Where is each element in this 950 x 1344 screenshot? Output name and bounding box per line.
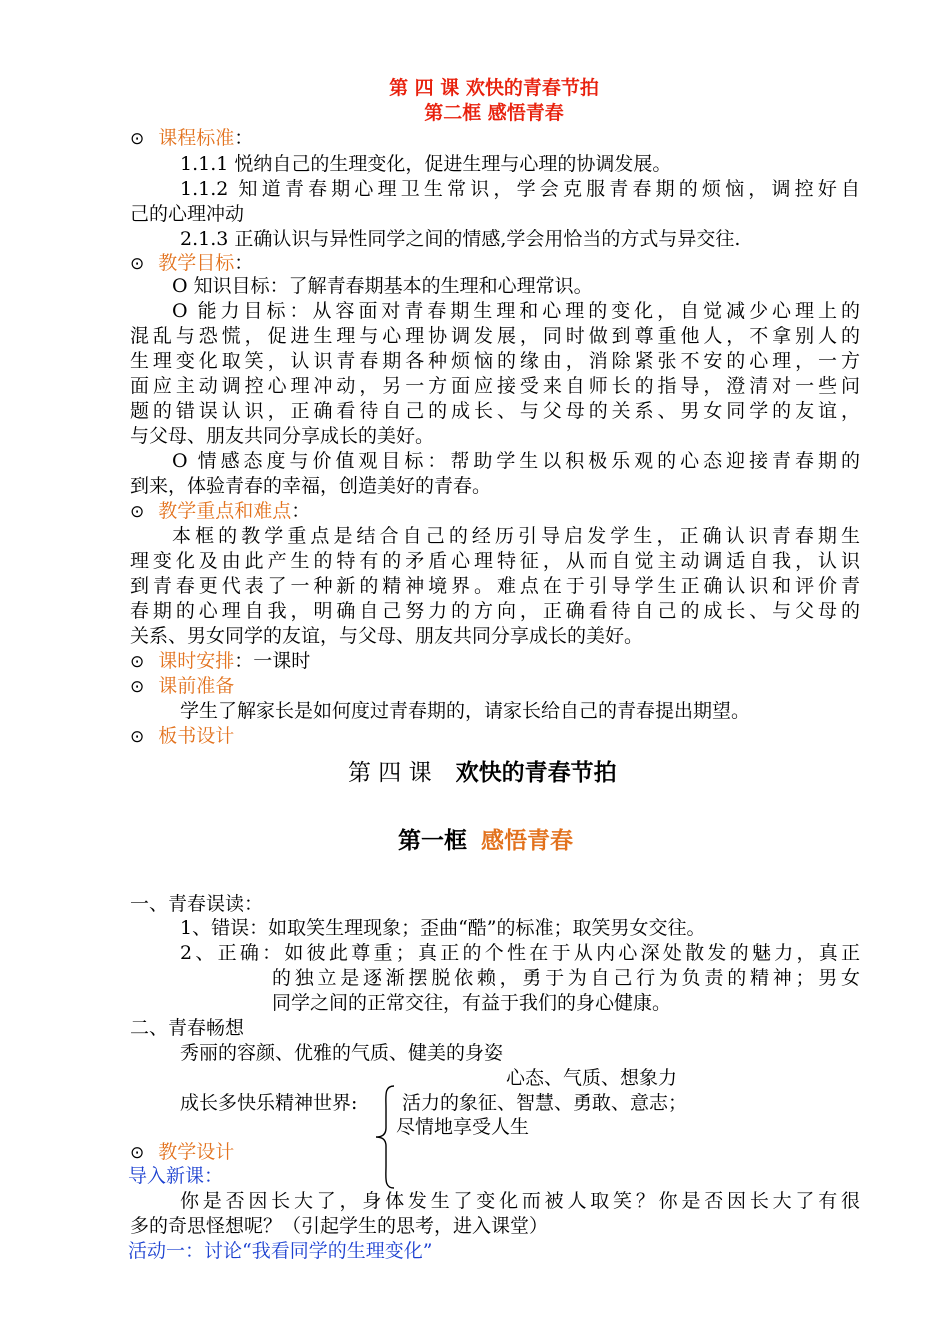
design-heading: ⊙ 教学设计 [130,1141,235,1163]
ability-objective-cont: 生理变化取笑，认识青春期各种烦恼的缘由，消除紧张不安的心理，一方 [130,350,860,372]
part1-heading: 一、青春误读： [130,893,264,915]
ability-objective-cont: 混乱与恐慌，促进生理与心理协调发展，同时做到尊重他人，不拿别人的 [130,325,860,347]
ability-objective: O 能力目标：从容面对青春期生理和心理的变化，自觉减少心理上的 [172,300,860,322]
misread-right: 2、正确：如彼此尊重；真正的个性在于从内心深处散发的魅力，真正 [180,942,860,964]
misread-wrong: 1、错误：如取笑生理现象；歪曲“酷”的标准；取笑男女交往。 [180,917,706,939]
bullet-icon: ⊙ [130,727,145,747]
activity1-heading: 活动一：讨论“我看同学的生理变化” [128,1240,433,1262]
frame-title: 第二框 感悟青春 [424,102,564,124]
standards-heading: ⊙ 课程标准： [130,127,254,149]
schedule-heading: ⊙ 课时安排：一课时 [130,650,311,672]
standard-1: 1.1.1 悦纳自己的生理变化，促进生理与心理的协调发展。 [180,153,672,175]
keypoints-text-cont: 春期的心理自我，明确自己努力的方向，正确看待自己的成长、与父母的 [130,600,860,622]
prep-text: 学生了解家长是如何度过青春期的，请家长给自己的青春提出期望。 [180,700,751,722]
bullet-icon: ⊙ [130,129,145,149]
objectives-heading: ⊙ 教学目标： [130,252,254,274]
part2-heading: 二、青春畅想 [130,1017,245,1039]
bullet-icon: ⊙ [130,1143,145,1163]
ability-objective-cont: 与父母、朋友共同分享成长的美好。 [130,425,435,447]
emotion-objective-cont: 到来，体验青春的幸福，创造美好的青春。 [130,475,492,497]
keypoints-text: 本框的教学重点是结合自己的经历引导启发学生，正确认识青春期生 [172,525,860,547]
mind-line: 心态、气质、想象力 [506,1067,678,1089]
bullet-icon: ⊙ [130,677,145,697]
intro-text: 你是否因长大了，身体发生了变化而被人取笑？你是否因长大了有很 [180,1190,860,1212]
standard-2-cont: 己的心理冲动 [130,203,245,225]
keypoints-heading: ⊙ 教学重点和难点： [130,500,311,522]
knowledge-objective: O 知识目标：了解青春期基本的生理和心理常识。 [172,275,593,297]
board-frame-title: 第一框 感悟青春 [398,827,573,854]
bullet-icon: ⊙ [130,254,145,274]
keypoints-text-cont: 理变化及由此产生的特有的矛盾心理特征，从而自觉主动调适自我，认识 [130,550,860,572]
misread-right-cont: 的独立是逐渐摆脱依赖，勇于为自己行为负责的精神；男女 [272,967,860,989]
vitality-line: 活力的象征、智慧、勇敢、意志； [402,1092,688,1114]
board-heading: ⊙ 板书设计 [130,725,235,747]
curly-brace-icon [374,1084,398,1190]
beauty-line: 秀丽的容颜、优雅的气质、健美的身姿 [180,1042,504,1064]
keypoints-text-cont: 关系、男女同学的友谊，与父母、朋友共同分享成长的美好。 [130,625,644,647]
ability-objective-cont: 面应主动调控心理冲动，另一方面应接受来自师长的指导，澄清对一些问 [130,375,860,397]
schedule-value: 一课时 [253,650,311,672]
prep-heading: ⊙ 课前准备 [130,675,235,697]
lesson-title: 第 四 课 欢快的青春节拍 [389,77,599,99]
enjoy-line: 尽情地享受人生 [396,1116,530,1138]
bullet-icon: ⊙ [130,502,145,522]
intro-heading: 导入新课： [128,1165,224,1187]
world-label: 成长多快乐精神世界: [180,1092,358,1114]
standard-2: 1.1.2 知道青春期心理卫生常识，学会克服青春期的烦恼，调控好自 [180,178,860,200]
ability-objective-cont: 题的错误认识，正确看待自己的成长、与父母的关系、男女同学的友谊， [130,400,860,422]
misread-right-cont: 同学之间的正常交往，有益于我们的身心健康。 [272,992,672,1014]
board-lesson-title: 第 四 课 欢快的青春节拍 [348,759,617,786]
bullet-icon: ⊙ [130,652,145,672]
standard-3: 2.1.3 正确认识与异性同学之间的情感,学会用恰当的方式与异交往. [180,228,741,250]
intro-text-cont: 多的奇思怪想呢？（引起学生的思考，进入课堂） [130,1215,549,1237]
keypoints-text-cont: 到青春更代表了一种新的精神境界。难点在于引导学生正确认识和评价青 [130,575,860,597]
emotion-objective: O 情感态度与价值观目标：帮助学生以积极乐观的心态迎接青春期的 [172,450,860,472]
